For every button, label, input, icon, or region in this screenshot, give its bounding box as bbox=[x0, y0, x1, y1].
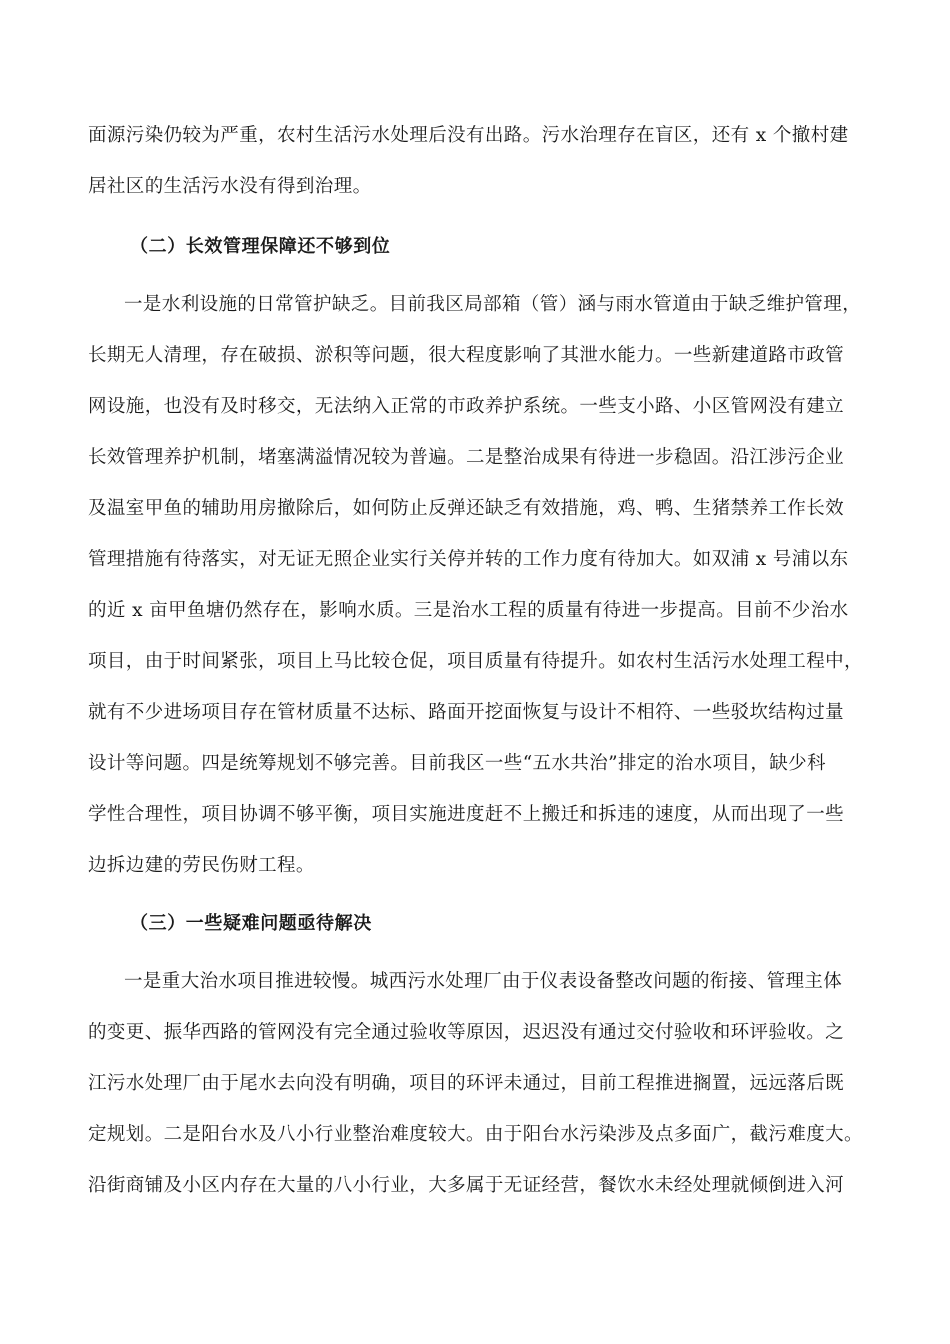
paragraph-line: 居社区的生活污水没有得到治理。 bbox=[88, 176, 372, 197]
paragraph-line: 一是重大治水项目推进较慢。城西污水处理厂由于仪表设备整改问题的衔接、管理主体 bbox=[124, 971, 843, 992]
paragraph-line: 一是水利设施的日常管护缺乏。目前我区局部箱（管）涵与雨水管道由于缺乏维护管理， bbox=[124, 294, 862, 315]
paragraph-line: 学性合理性，项目协调不够平衡，项目实施进度赶不上搬迁和拆违的速度，从而出现了一些 bbox=[88, 804, 845, 825]
section-heading: （二）长效管理保障还不够到位 bbox=[130, 236, 391, 257]
paragraph-line: 的变更、振华西路的管网没有完全通过验收等原因，迟迟没有通过交付验收和环评验收。之 bbox=[88, 1022, 845, 1043]
section-heading: （三）一些疑难问题亟待解决 bbox=[130, 913, 372, 934]
paragraph-line: 项目，由于时间紧张，项目上马比较仓促，项目质量有待提升。如农村生活污水处理工程中， bbox=[88, 651, 863, 672]
paragraph-line: 沿街商铺及小区内存在大量的八小行业，大多属于无证经营，餐饮水未经处理就倾倒进入河 bbox=[88, 1175, 845, 1196]
paragraph-line: 管理措施有待落实，对无证无照企业实行关停并转的工作力度有待加大。如双浦 x 号浦以东 bbox=[88, 549, 849, 570]
paragraph-line: 长期无人清理，存在破损、淤积等问题，很大程度影响了其泄水能力。一些新建道路市政管 bbox=[88, 345, 845, 366]
paragraph-line: 的近 x 亩甲鱼塘仍然存在，影响水质。三是治水工程的质量有待进一步提高。目前不少治水 bbox=[88, 600, 849, 621]
paragraph-line: 及温室甲鱼的辅助用房撤除后，如何防止反弹还缺乏有效措施，鸡、鸭、生猪禁养工作长效 bbox=[88, 498, 845, 519]
paragraph-line: 江污水处理厂由于尾水去向没有明确，项目的环评未通过，目前工程推进搁置，远远落后既 bbox=[88, 1073, 845, 1094]
paragraph-line: 设计等问题。四是统筹规划不够完善。目前我区一些“五水共治”排定的治水项目，缺少科 bbox=[88, 753, 826, 774]
paragraph-line: 长效管理养护机制，堵塞满溢情况较为普遍。二是整治成果有待进一步稳固。沿江涉污企业 bbox=[88, 447, 845, 468]
paragraph-line: 就有不少进场项目存在管材质量不达标、路面开挖面恢复与设计不相符、一些驳坎结构过量 bbox=[88, 702, 845, 723]
paragraph-line: 定规划。二是阳台水及八小行业整治难度较大。由于阳台水污染涉及点多面广，截污难度大。 bbox=[88, 1124, 863, 1145]
paragraph-line: 边拆边建的劳民伤财工程。 bbox=[88, 855, 315, 876]
paragraph-line: 网设施，也没有及时移交，无法纳入正常的市政养护系统。一些支小路、小区管网没有建立 bbox=[88, 396, 845, 417]
paragraph-line: 面源污染仍较为严重，农村生活污水处理后没有出路。污水治理存在盲区，还有 x 个撤村建 bbox=[88, 125, 849, 146]
